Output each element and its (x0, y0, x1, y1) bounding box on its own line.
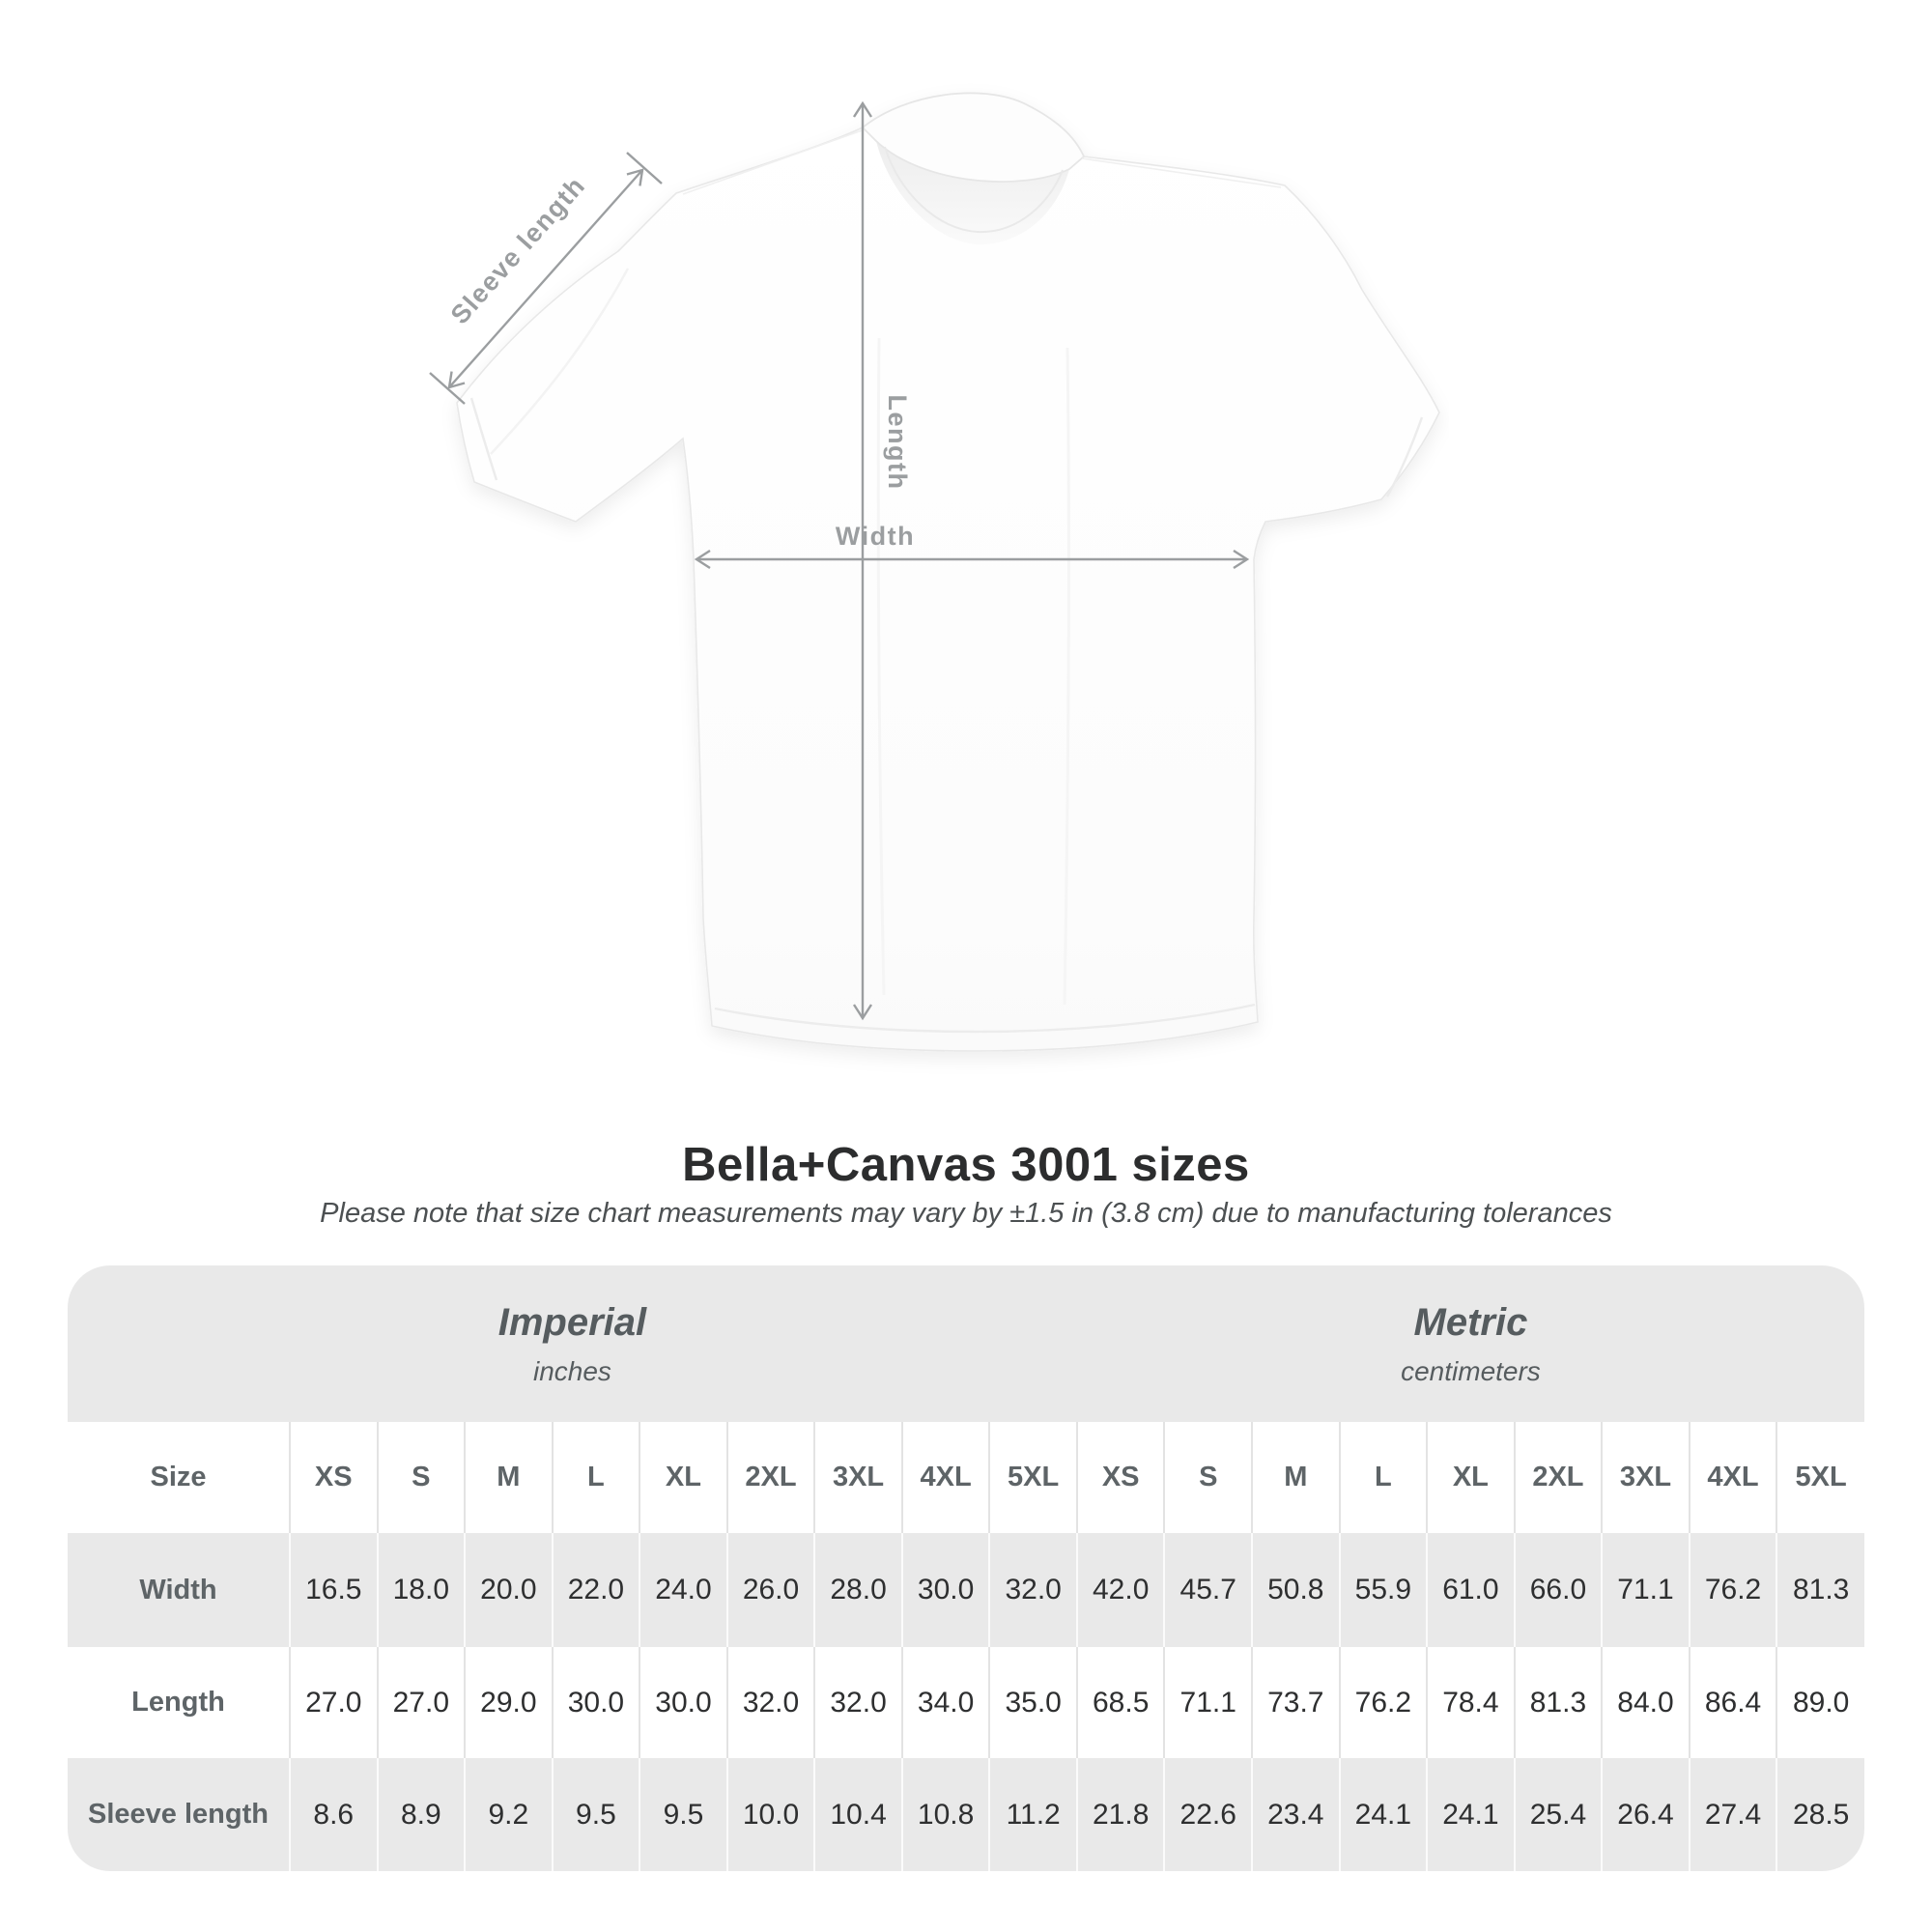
size-col-header-imperial-xl: XL (639, 1422, 727, 1533)
size-col-header-imperial-3xl: 3XL (814, 1422, 902, 1533)
cell-width-metric-m: 50.8 (1252, 1533, 1340, 1647)
cell-width-imperial-3xl: 28.0 (814, 1533, 902, 1647)
cell-length-imperial-4xl: 34.0 (902, 1647, 990, 1758)
size-col-header-metric-l: L (1340, 1422, 1428, 1533)
size-col-header-metric-4xl: 4XL (1690, 1422, 1777, 1533)
tshirt-image (457, 93, 1439, 1051)
cell-length-imperial-5xl: 35.0 (989, 1647, 1077, 1758)
cell-sleeve-length-imperial-l: 9.5 (553, 1758, 640, 1871)
cell-width-imperial-2xl: 26.0 (727, 1533, 815, 1647)
cell-length-metric-s: 71.1 (1164, 1647, 1252, 1758)
cell-sleeve-length-metric-s: 22.6 (1164, 1758, 1252, 1871)
cell-length-metric-2xl: 81.3 (1515, 1647, 1603, 1758)
width-row-label: Width (68, 1533, 290, 1647)
size-table (68, 1265, 1864, 1871)
size-col-header-metric-s: S (1164, 1422, 1252, 1533)
cell-width-metric-3xl: 71.1 (1602, 1533, 1690, 1647)
size-col-header-metric-xl: XL (1427, 1422, 1515, 1533)
tolerance-note: Please note that size chart measurements may vary by ±1.5 in (3.8 cm) due to manufacturing tolerances (320, 1198, 1612, 1229)
cell-sleeve-length-imperial-3xl: 10.4 (814, 1758, 902, 1871)
cell-sleeve-length-imperial-xs: 8.6 (290, 1758, 378, 1871)
imperial-unit-label: inches (532, 1355, 611, 1386)
cell-width-metric-5xl: 81.3 (1776, 1533, 1864, 1647)
sleeve-length-row (68, 1758, 1864, 1871)
metric-group-header (1077, 1265, 1864, 1422)
size-col-header-imperial-s: S (378, 1422, 466, 1533)
size-col-header-metric-2xl: 2XL (1515, 1422, 1603, 1533)
cell-width-imperial-5xl: 32.0 (989, 1533, 1077, 1647)
cell-sleeve-length-imperial-m: 9.2 (465, 1758, 553, 1871)
cell-sleeve-length-metric-3xl: 26.4 (1602, 1758, 1690, 1871)
cell-sleeve-length-metric-m: 23.4 (1252, 1758, 1340, 1871)
cell-width-metric-2xl: 66.0 (1515, 1533, 1603, 1647)
cell-sleeve-length-metric-xl: 24.1 (1427, 1758, 1515, 1871)
size-column-header: Size (68, 1422, 290, 1533)
cell-width-imperial-l: 22.0 (553, 1533, 640, 1647)
size-col-header-imperial-m: M (465, 1422, 553, 1533)
cell-sleeve-length-imperial-5xl: 11.2 (989, 1758, 1077, 1871)
cell-width-imperial-s: 18.0 (378, 1533, 466, 1647)
cell-sleeve-length-metric-xs: 21.8 (1077, 1758, 1165, 1871)
cell-length-metric-xl: 78.4 (1427, 1647, 1515, 1758)
cell-length-imperial-m: 29.0 (465, 1647, 553, 1758)
cell-length-metric-m: 73.7 (1252, 1647, 1340, 1758)
tshirt-measurement-diagram (338, 48, 1449, 1111)
size-col-header-imperial-xs: XS (290, 1422, 378, 1533)
metric-label: Metric (1413, 1300, 1528, 1344)
cell-length-imperial-3xl: 32.0 (814, 1647, 902, 1758)
cell-width-metric-4xl: 76.2 (1690, 1533, 1777, 1647)
size-table-container (68, 1265, 1864, 1871)
cell-length-imperial-2xl: 32.0 (727, 1647, 815, 1758)
cell-length-imperial-xs: 27.0 (290, 1647, 378, 1758)
size-col-header-metric-m: M (1252, 1422, 1340, 1533)
cell-width-metric-l: 55.9 (1340, 1533, 1428, 1647)
size-col-header-imperial-2xl: 2XL (727, 1422, 815, 1533)
cell-width-imperial-xs: 16.5 (290, 1533, 378, 1647)
size-col-header-metric-5xl: 5XL (1776, 1422, 1864, 1533)
metric-unit-label: centimeters (1401, 1355, 1541, 1386)
cell-sleeve-length-imperial-2xl: 10.0 (727, 1758, 815, 1871)
size-col-header-imperial-5xl: 5XL (989, 1422, 1077, 1533)
cell-sleeve-length-imperial-4xl: 10.8 (902, 1758, 990, 1871)
cell-sleeve-length-metric-4xl: 27.4 (1690, 1758, 1777, 1871)
unit-group-header-row (68, 1265, 1864, 1422)
cell-width-metric-xl: 61.0 (1427, 1533, 1515, 1647)
length-row (68, 1647, 1864, 1758)
cell-length-metric-5xl: 89.0 (1776, 1647, 1864, 1758)
cell-width-metric-s: 45.7 (1164, 1533, 1252, 1647)
page-title: Bella+Canvas 3001 sizes (682, 1139, 1250, 1191)
cell-width-metric-xs: 42.0 (1077, 1533, 1165, 1647)
cell-sleeve-length-metric-l: 24.1 (1340, 1758, 1428, 1871)
cell-width-imperial-m: 20.0 (465, 1533, 553, 1647)
length-row-label: Length (68, 1647, 290, 1758)
size-col-header-imperial-l: L (553, 1422, 640, 1533)
cell-sleeve-length-imperial-s: 8.9 (378, 1758, 466, 1871)
cell-width-imperial-4xl: 30.0 (902, 1533, 990, 1647)
cell-length-metric-xs: 68.5 (1077, 1647, 1165, 1758)
sleeve-arrow-end-tick (627, 153, 662, 184)
cell-sleeve-length-metric-5xl: 28.5 (1776, 1758, 1864, 1871)
length-label: Length (883, 394, 912, 491)
size-col-header-metric-xs: XS (1077, 1422, 1165, 1533)
size-col-header-metric-3xl: 3XL (1602, 1422, 1690, 1533)
sleeve-length-row-label: Sleeve length (68, 1758, 290, 1871)
imperial-group-header (68, 1265, 1077, 1422)
width-label: Width (835, 522, 916, 551)
cell-width-imperial-xl: 24.0 (639, 1533, 727, 1647)
size-col-header-imperial-4xl: 4XL (902, 1422, 990, 1533)
cell-length-imperial-l: 30.0 (553, 1647, 640, 1758)
width-row (68, 1533, 1864, 1647)
cell-sleeve-length-imperial-xl: 9.5 (639, 1758, 727, 1871)
cell-length-imperial-s: 27.0 (378, 1647, 466, 1758)
size-header-row (68, 1422, 1864, 1533)
cell-sleeve-length-metric-2xl: 25.4 (1515, 1758, 1603, 1871)
imperial-label: Imperial (497, 1300, 647, 1344)
cell-length-metric-4xl: 86.4 (1690, 1647, 1777, 1758)
cell-length-metric-3xl: 84.0 (1602, 1647, 1690, 1758)
sleeve-length-label: Sleeve length (444, 170, 591, 330)
cell-length-metric-l: 76.2 (1340, 1647, 1428, 1758)
cell-length-imperial-xl: 30.0 (639, 1647, 727, 1758)
